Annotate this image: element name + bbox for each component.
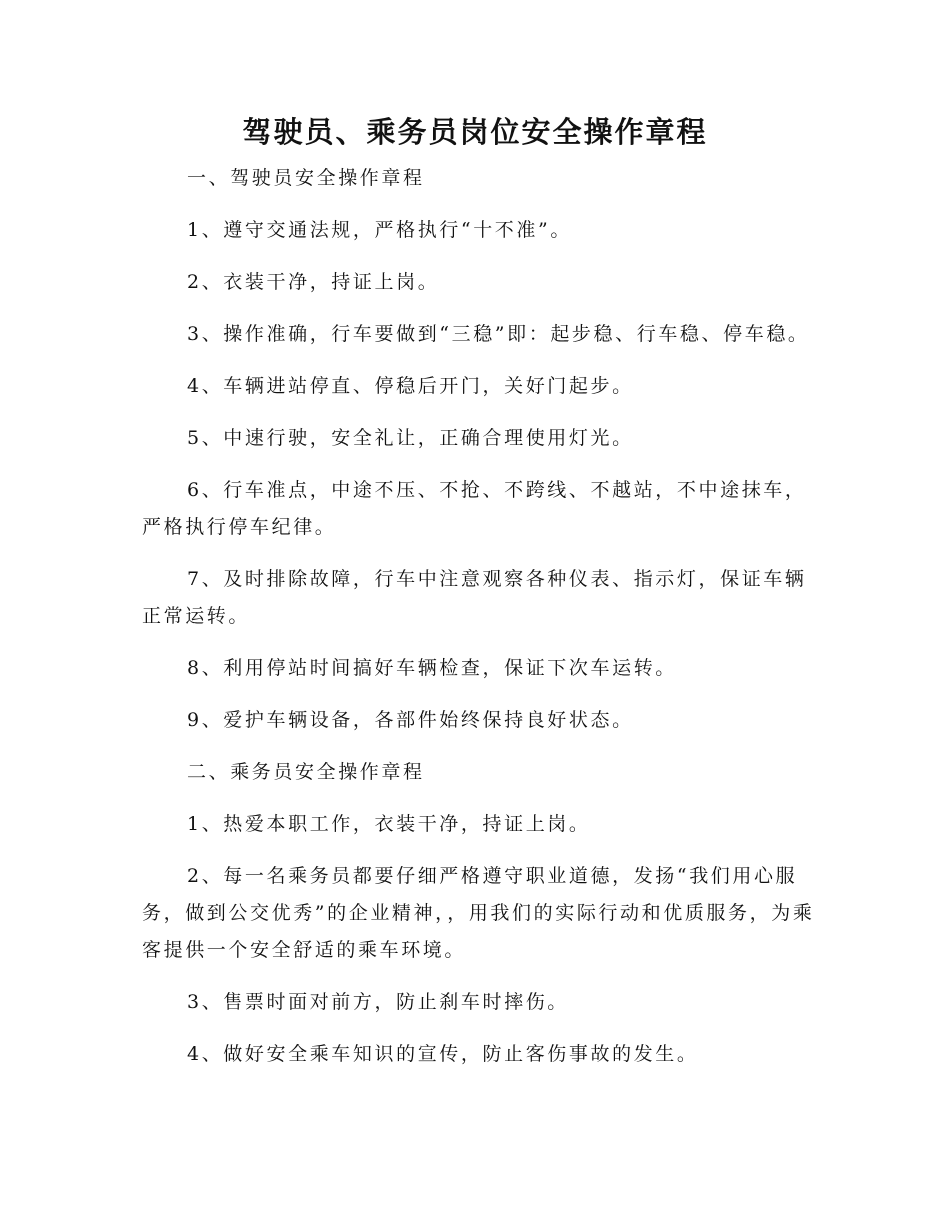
driver-rule-5: 5、中速行驶，安全礼让，正确合理使用灯光。: [187, 427, 634, 449]
driver-rule-4: 4、车辆进站停直、停稳后开门，关好门起步。: [187, 375, 634, 397]
driver-rule-8: 8、利用停站时间搞好车辆检查，保证下次车运转。: [187, 657, 677, 679]
attendant-rule-3: 3、售票时面对前方，防止刹车时摔伤。: [187, 991, 569, 1013]
driver-rule-1: 1、遵守交通法规，严格执行“十不准”。: [187, 219, 572, 241]
driver-rule-2: 2、衣装干净，持证上岗。: [187, 271, 440, 293]
document-title: 驾驶员、乘务员岗位安全操作章程: [242, 115, 708, 149]
section-heading-attendant: 二、乘务员安全操作章程: [187, 761, 425, 783]
attendant-rule-2: 2、每一名乘务员都要仔细严格遵守职业道德，发扬“我们用心服务，做到公交优秀”的企业精神，，用我们的实际行动和优质服务，为乘客提供一个安全舒适的乘车环境。: [142, 865, 815, 961]
section-heading-driver: 一、驾驶员安全操作章程: [187, 167, 425, 189]
attendant-rule-4: 4、做好安全乘车知识的宣传，防止客伤事故的发生。: [187, 1043, 699, 1065]
driver-rule-9: 9、爱护车辆设备，各部件始终保持良好状态。: [187, 709, 634, 731]
attendant-rule-1: 1、热爱本职工作，衣装干净，持证上岗。: [187, 813, 591, 835]
driver-rule-7: 7、及时排除故障，行车中注意观察各种仪表、指示灯，保证车辆正常运转。: [142, 568, 807, 627]
document-body: [142, 160, 822, 1088]
driver-rule-3: 3、操作准确，行车要做到“三稳”即：起步稳、行车稳、停车稳。: [187, 323, 810, 345]
driver-rule-6: 6、行车准点，中途不压、不抢、不跨线、不越站，不中途抹车，严格执行停车纪律。: [142, 479, 807, 538]
